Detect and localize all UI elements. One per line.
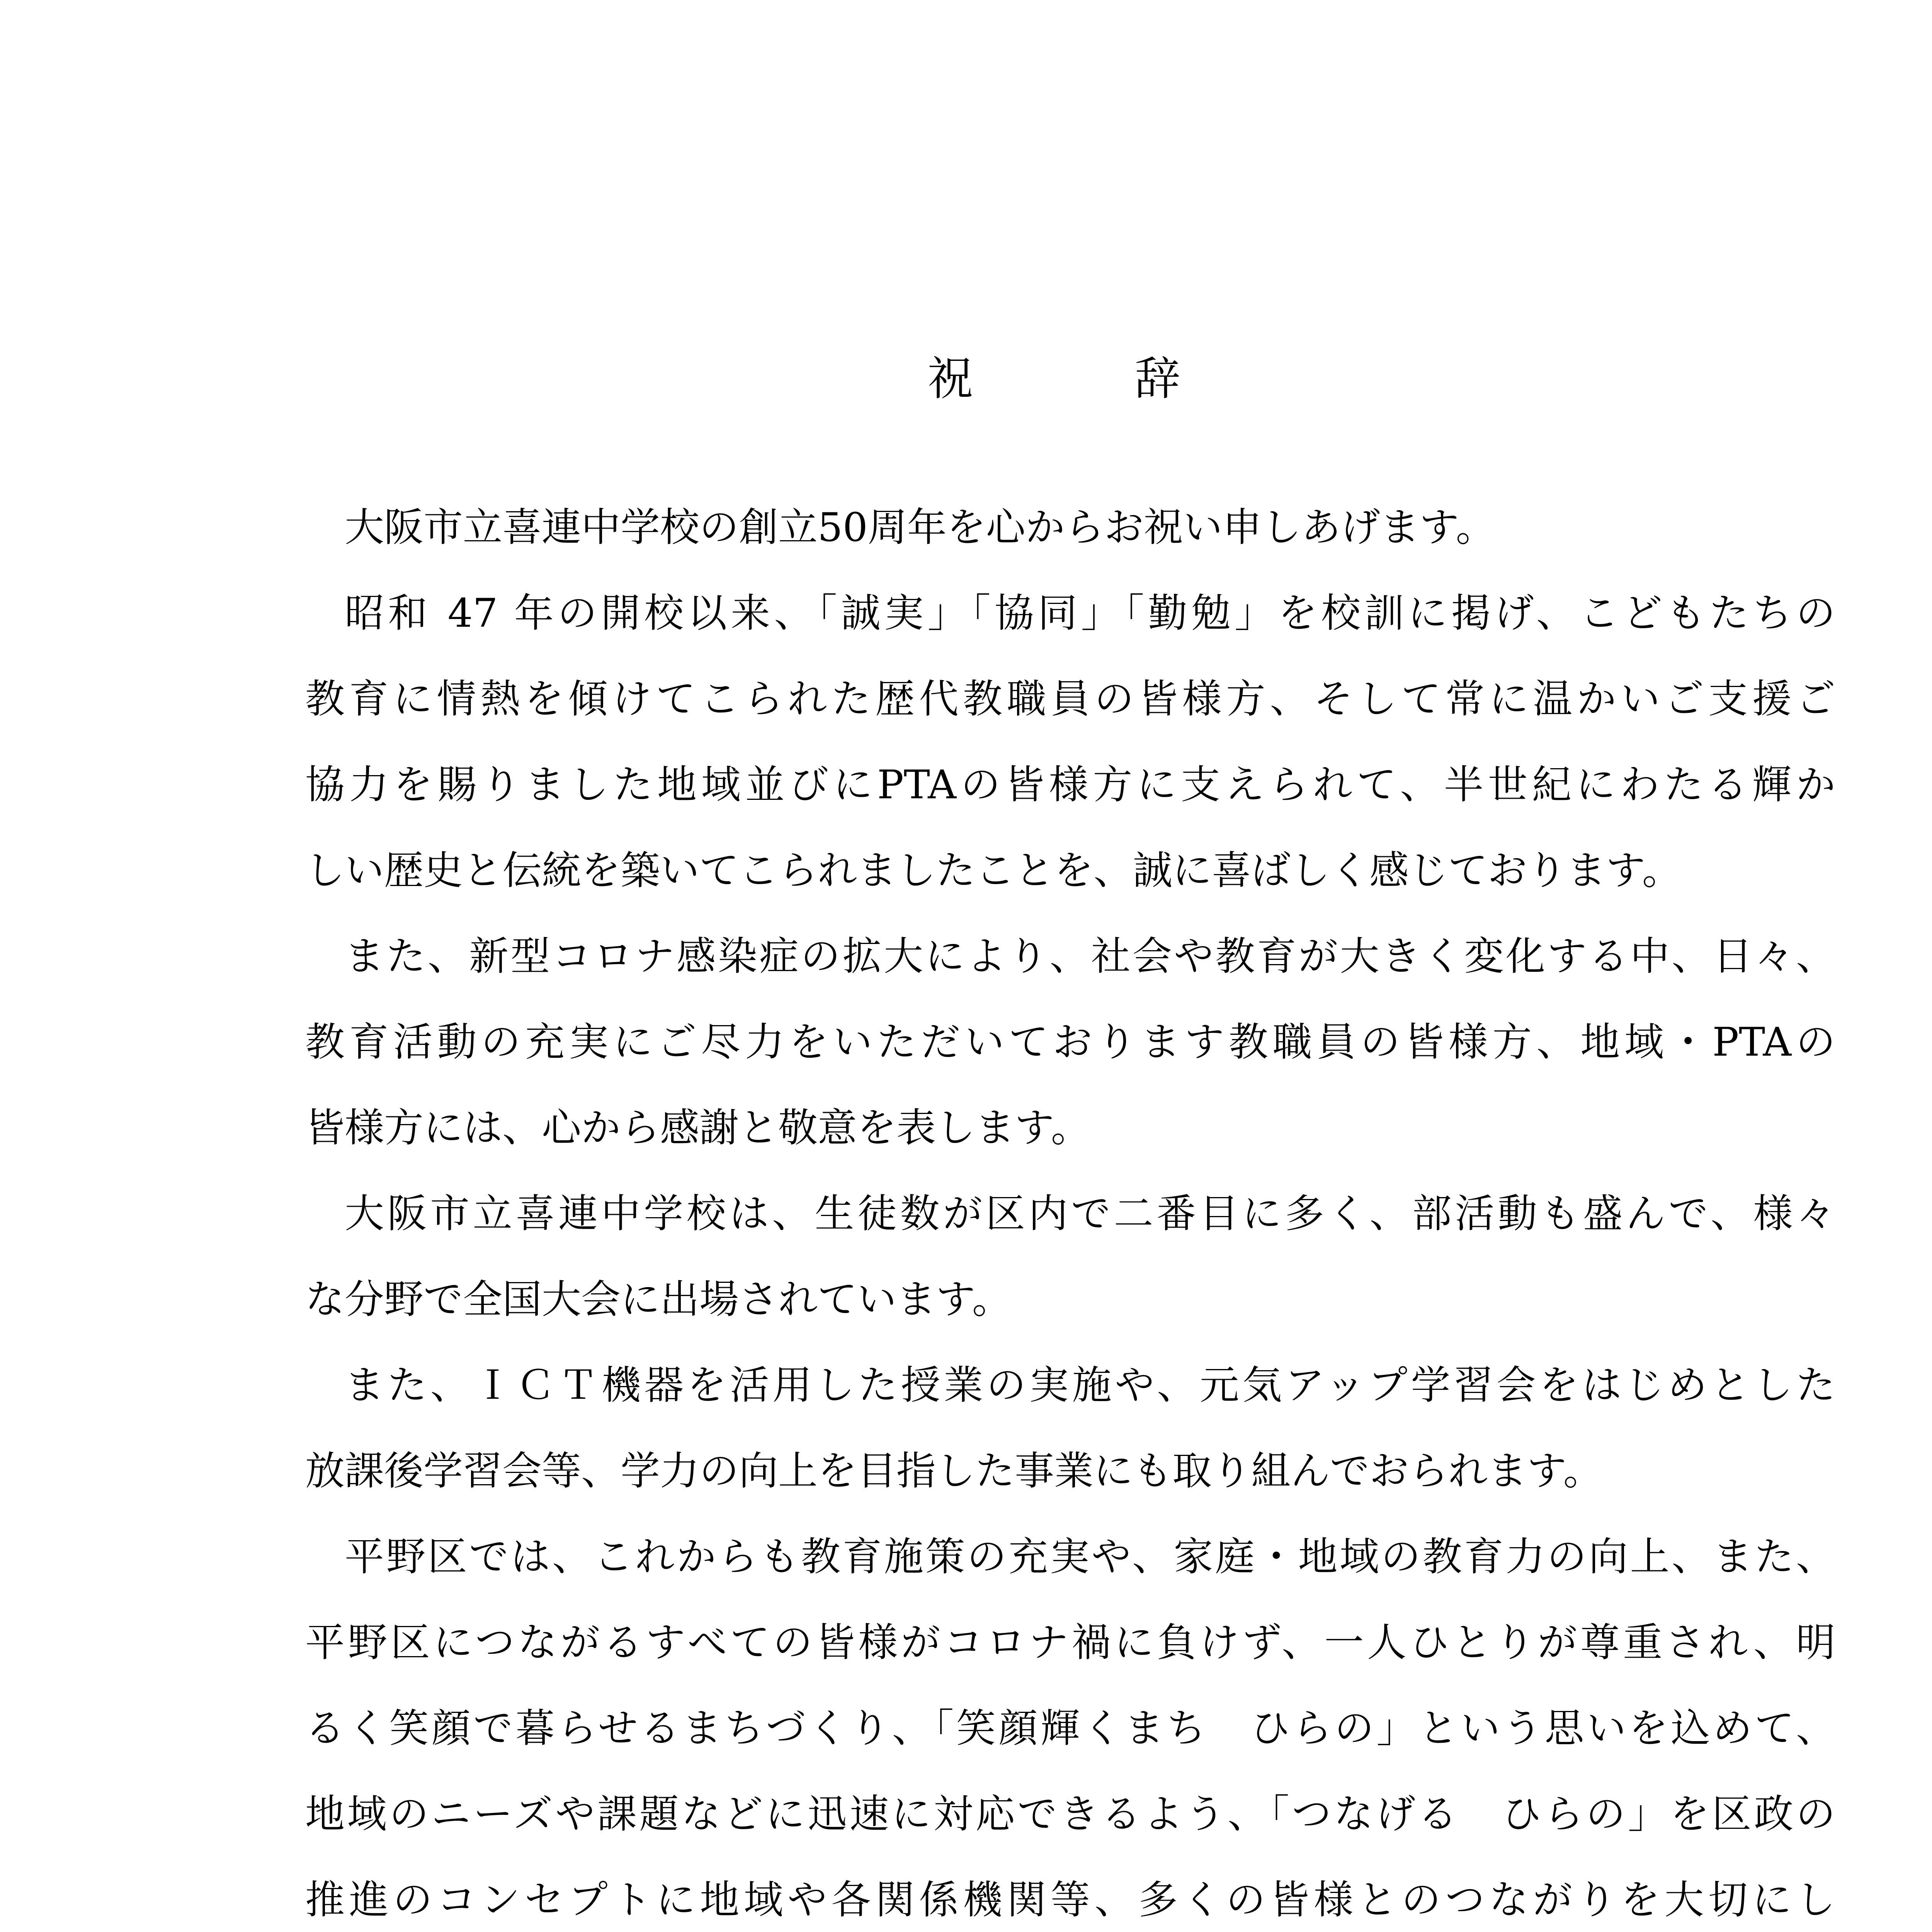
body-line: 放課後学習会等、学力の向上を目指した事業にも取り組んでおられます。 xyxy=(305,1448,1603,1494)
body-line: な分野で全国大会に出場されています。 xyxy=(305,1277,1012,1323)
document-title: 祝 辞 xyxy=(927,352,1238,405)
body-line: 協力を賜りました地域並びにPTAの皆様方に支えられて、半世紀にわたる輝か xyxy=(305,762,1835,808)
document-body xyxy=(305,485,1835,1932)
body-line: 大阪市立喜連中学校の創立50周年を心からお祝い申しあげます。 xyxy=(345,505,1495,551)
body-line: また、ＩＣＴ機器を活用した授業の実施や、元気アップ学習会をはじめとした xyxy=(345,1362,1835,1408)
body-line: 教育活動の充実にご尽力をいただいております教職員の皆様方、地域・PTAの xyxy=(305,1019,1835,1065)
body-line: 大阪市立喜連中学校は、生徒数が区内で二番目に多く、部活動も盛んで、様々 xyxy=(345,1191,1835,1237)
body-line: 教育に情熱を傾けてこられた歴代教職員の皆様方、そして常に温かいご支援ご xyxy=(305,676,1835,722)
body-line: 皆様方には、心から感謝と敬意を表します。 xyxy=(305,1105,1090,1151)
body-line: 平野区では、これからも教育施策の充実や、家庭・地域の教育力の向上、また、 xyxy=(345,1534,1835,1580)
body-line: 推進のコンセプトに地域や各関係機関等、多くの皆様とのつながりを大切にし xyxy=(305,1877,1835,1923)
body-line: 昭和 47 年の開校以来、「誠実」「協同」「勤勉」を校訓に掲げ、こどもたちの xyxy=(345,590,1835,636)
body-line: 平野区につながるすべての皆様がコロナ禍に負けず、一人ひとりが尊重され、明 xyxy=(305,1620,1835,1666)
body-line: また、新型コロナ感染症の拡大により、社会や教育が大きく変化する中、日々、 xyxy=(345,934,1836,980)
body-line: しい歴史と伝統を築いてこられましたことを、誠に喜ばしく感じております。 xyxy=(305,848,1682,894)
body-line: るく笑顔で暮らせるまちづくり、「笑顔輝くまち ひらの」という思いを込めて、 xyxy=(305,1706,1835,1752)
body-line: 地域のニーズや課題などに迅速に対応できるよう、「つなげる ひらの」を区政の xyxy=(305,1791,1835,1837)
